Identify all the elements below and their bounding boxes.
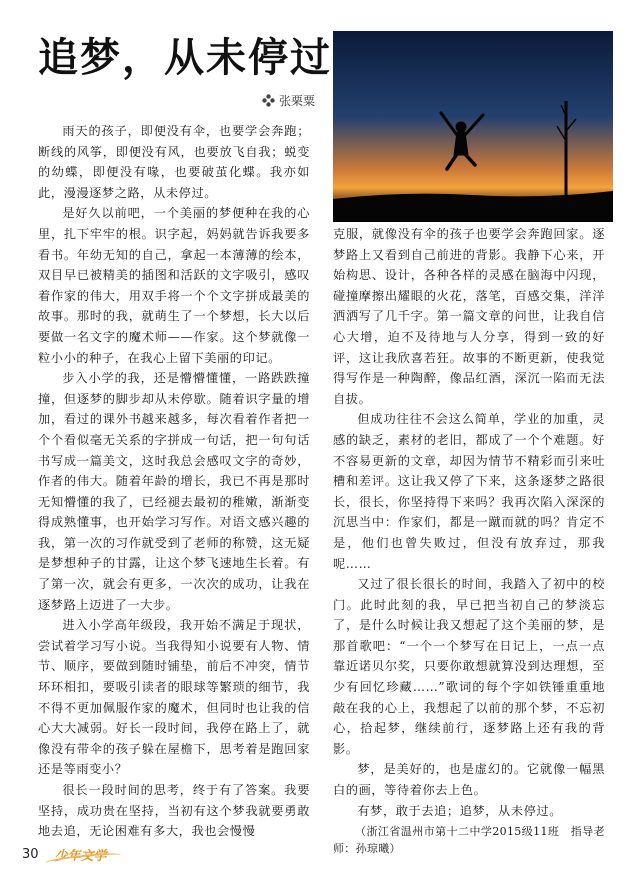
paragraph: 梦，是美好的，也是虚幻的。它就像一幅黑白的画，等待着你去上色。 [333, 762, 605, 798]
sunset-jump-photo [333, 31, 613, 222]
paragraph: 有梦，敢于去追；追梦，从未停过。 [357, 803, 562, 818]
author-name: 张栗粟 [279, 94, 316, 108]
page-number: 30 [22, 847, 39, 862]
article-title: 追梦，从未停过 [38, 35, 332, 81]
paragraph: 但成功往往不会这么简单，学业的加重，灵感的缺乏，素材的老旧，都成了一个个难题。好不容易更新的文章，却因为情节不精彩而引来吐槽和差评。这让我又停了下来，这条逐梦之路很长，很长，你坚持得下来吗？我再次陷入深深的沉思当中：作家们，都是一蹴而就的吗？肯定不是，他们也曾失败过，但没有放弃过，那我呢…… [333, 412, 605, 571]
magazine-logo: 少年文学 [49, 845, 113, 864]
paragraph: 雨天的孩子，即便没有伞，也要学会奔跑；断线的风筝，即便没有风，也要放飞自我；蜕变的幼蝶，即便没有喙，也要破茧化蝶。我亦如此，漫漫逐梦之路，从未停过。 [38, 124, 310, 200]
paragraph: 很长一段时间的思考，终于有了答案。我要坚持，成功贵在坚持，当初有这个梦我就要勇敢地去追，无论困难有多大，我也会慢慢 [38, 783, 310, 839]
author-school-note: （浙江省温州市第十二中学2015级11班 指导老师：孙琼曦） [333, 825, 605, 856]
page-footer [22, 845, 113, 864]
paragraph: 克服，就像没有伞的孩子也要学会奔跑回家。逐梦路上又看到自己前进的背影。我静下心来，开始构思、设计，各种各样的灵感在脑海中闪现，碰撞摩擦出耀眼的火花，落笔，百感交集，洋洋洒洒写了几千字。第一篇文章的问世，让我自信心大增，迫不及待地与人分享，得到一致的好评，这让我欣喜若狂。故事的不断更新，使我觉得写作是一种陶醉，像品红酒，深沉一陷而无法自拔。 [333, 227, 605, 406]
paragraph: 进入小学高年级段，我开始不满足于现状，尝试着学习写小说。当我得知小说要有人物、情节、顺序，要做到随时铺垫，前后不冲突，情节环环相扣，要吸引读者的眼球等繁琐的细节，我不得不更加佩服作家的魔术，但同时也让我的信心大大减弱。好长一段时间，我停在路上了，就像没有带伞的孩子躲在屋檐下，思考着是跑回家还是等雨变小？ [38, 618, 310, 777]
flower-ornament-icon [262, 94, 275, 107]
paragraph: 步入小学的我，还是懵懵懂懂，一路跌跌撞撞，但逐梦的脚步却从未停歇。随着识字量的增加，看过的课外书越来越多，每次看着作者把一个个看似毫无关系的字拼成一句话，把一句句话书写成一篇美文，这时我总会感叹文字的奇妙，作者的伟大。随着年龄的增长，我已不再是那时无知懵懂的我了，已经褪去最初的稚嫩，渐渐变得成熟懂事，也开始学习写作。对语文感兴趣的我，第一次的习作就受到了老师的称赞，这无疑是梦想种子的甘露，让这个梦飞速地生长着。有了第一次，就会有更多，一次次的成功，让我在逐梦路上迈进了一大步。 [38, 371, 310, 612]
left-column [38, 121, 310, 842]
right-column [333, 224, 605, 857]
author-byline [262, 92, 315, 109]
paragraph: 又过了很长很长的时间，我踏入了初中的校门。此时此刻的我，早已把当初自己的梦淡忘了，是什么时候让我又想起了这个美丽的梦，是那首歌吧：“一个一个梦写在日记上，一点一点靠近诺贝尔奖，只要你敢想就算没到达理想，至少有回忆珍藏……”歌词的每个字如铁锤重重地敲在我的心上，我想起了以前的那个梦，不忘初心，拾起梦，继续前行，逐梦路上还有我的背影。 [333, 577, 605, 756]
paragraph: 是好久以前吧，一个美丽的梦便种在我的心里，扎下牢牢的根。识字起，妈妈就告诉我要多看书。年幼无知的自己，拿起一本薄薄的绘本，双目早已被精美的插图和活跃的文字吸引，感叹着作家的伟大，用双手将一个个文字拼成最美的故事。那时的我，就萌生了一个梦想，长大以后要做一名文字的魔术师——作家。这个梦就像一粒小小的种子，在我心上留下美丽的印记。 [38, 206, 310, 365]
